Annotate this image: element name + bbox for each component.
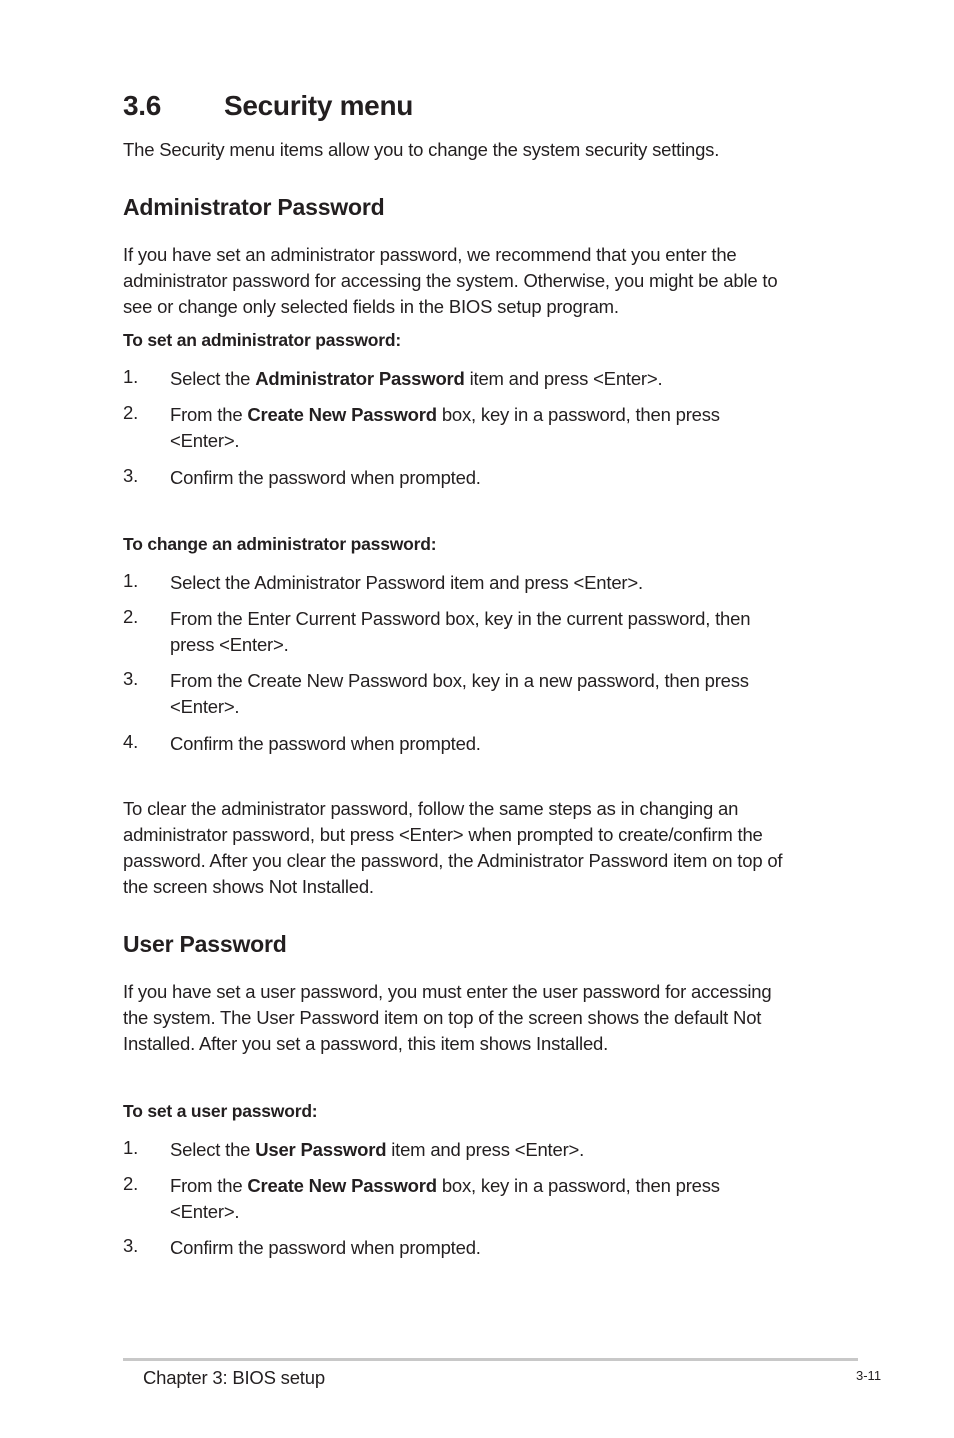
admin-clear-line: the screen shows Not Installed.: [123, 876, 374, 897]
step-number: 2.: [123, 402, 139, 423]
user-set-step-1: Select the User Password item and press <Enter>.: [170, 1139, 585, 1160]
step-number: 2.: [123, 606, 139, 627]
step-number: 3.: [123, 668, 139, 689]
user-set-step-3: Confirm the password when prompted.: [170, 1237, 481, 1258]
step-number: 3.: [123, 1235, 139, 1256]
admin-clear-line: administrator password, but press <Enter> when prompted to create/confirm the: [123, 824, 763, 845]
admin-change-step-4: Confirm the password when prompted.: [170, 733, 481, 754]
user-para-line: Installed. After you set a password, this item shows Installed.: [123, 1033, 609, 1054]
admin-set-step-2: From the Create New Password box, key in a password, then press <Enter>.: [170, 404, 720, 451]
user-para-line: If you have set a user password, you must enter the user password for accessing: [123, 981, 772, 1002]
admin-change-step-2: From the Enter Current Password box, key in the current password, then press <Enter>.: [170, 608, 751, 655]
step-number: 4.: [123, 731, 139, 752]
admin-para-line: see or change only selected fields in the BIOS setup program.: [123, 296, 619, 317]
user-heading: User Password: [123, 931, 287, 957]
admin-change-step-3: From the Create New Password box, key in a new password, then press <Enter>.: [170, 670, 749, 717]
footer-page-number: 3-11: [856, 1368, 882, 1383]
admin-change-title: To change an administrator password:: [123, 534, 437, 554]
admin-set-step-3: Confirm the password when prompted.: [170, 467, 481, 488]
admin-set-title: To set an administrator password:: [123, 330, 401, 350]
step-number: 2.: [123, 1173, 139, 1194]
footer-chapter: Chapter 3: BIOS setup: [143, 1367, 325, 1388]
admin-change-step-1: Select the Administrator Password item and press <Enter>.: [170, 572, 643, 593]
section-intro: The Security menu items allow you to change the system security settings.: [123, 139, 720, 160]
step-number: 1.: [123, 570, 139, 591]
user-set-step-2: From the Create New Password box, key in a password, then press <Enter>.: [170, 1175, 720, 1222]
admin-clear-line: To clear the administrator password, follow the same steps as in changing an: [123, 798, 739, 819]
admin-clear-line: password. After you clear the password, the Administrator Password item on top of: [123, 850, 783, 871]
user-set-title: To set a user password:: [123, 1101, 318, 1121]
admin-set-step-1: Select the Administrator Password item and press <Enter>.: [170, 368, 663, 389]
admin-para-line: If you have set an administrator password, we recommend that you enter the: [123, 244, 737, 265]
section-title: Security menu: [224, 90, 414, 121]
section-number: 3.6: [123, 90, 162, 121]
step-number: 1.: [123, 366, 139, 387]
admin-heading: Administrator Password: [123, 194, 385, 220]
step-number: 3.: [123, 465, 139, 486]
footer-divider: [123, 1358, 858, 1361]
user-para-line: the system. The User Password item on top of the screen shows the default Not: [123, 1007, 762, 1028]
admin-para-line: administrator password for accessing the system. Otherwise, you might be able to: [123, 270, 778, 291]
step-number: 1.: [123, 1137, 139, 1158]
